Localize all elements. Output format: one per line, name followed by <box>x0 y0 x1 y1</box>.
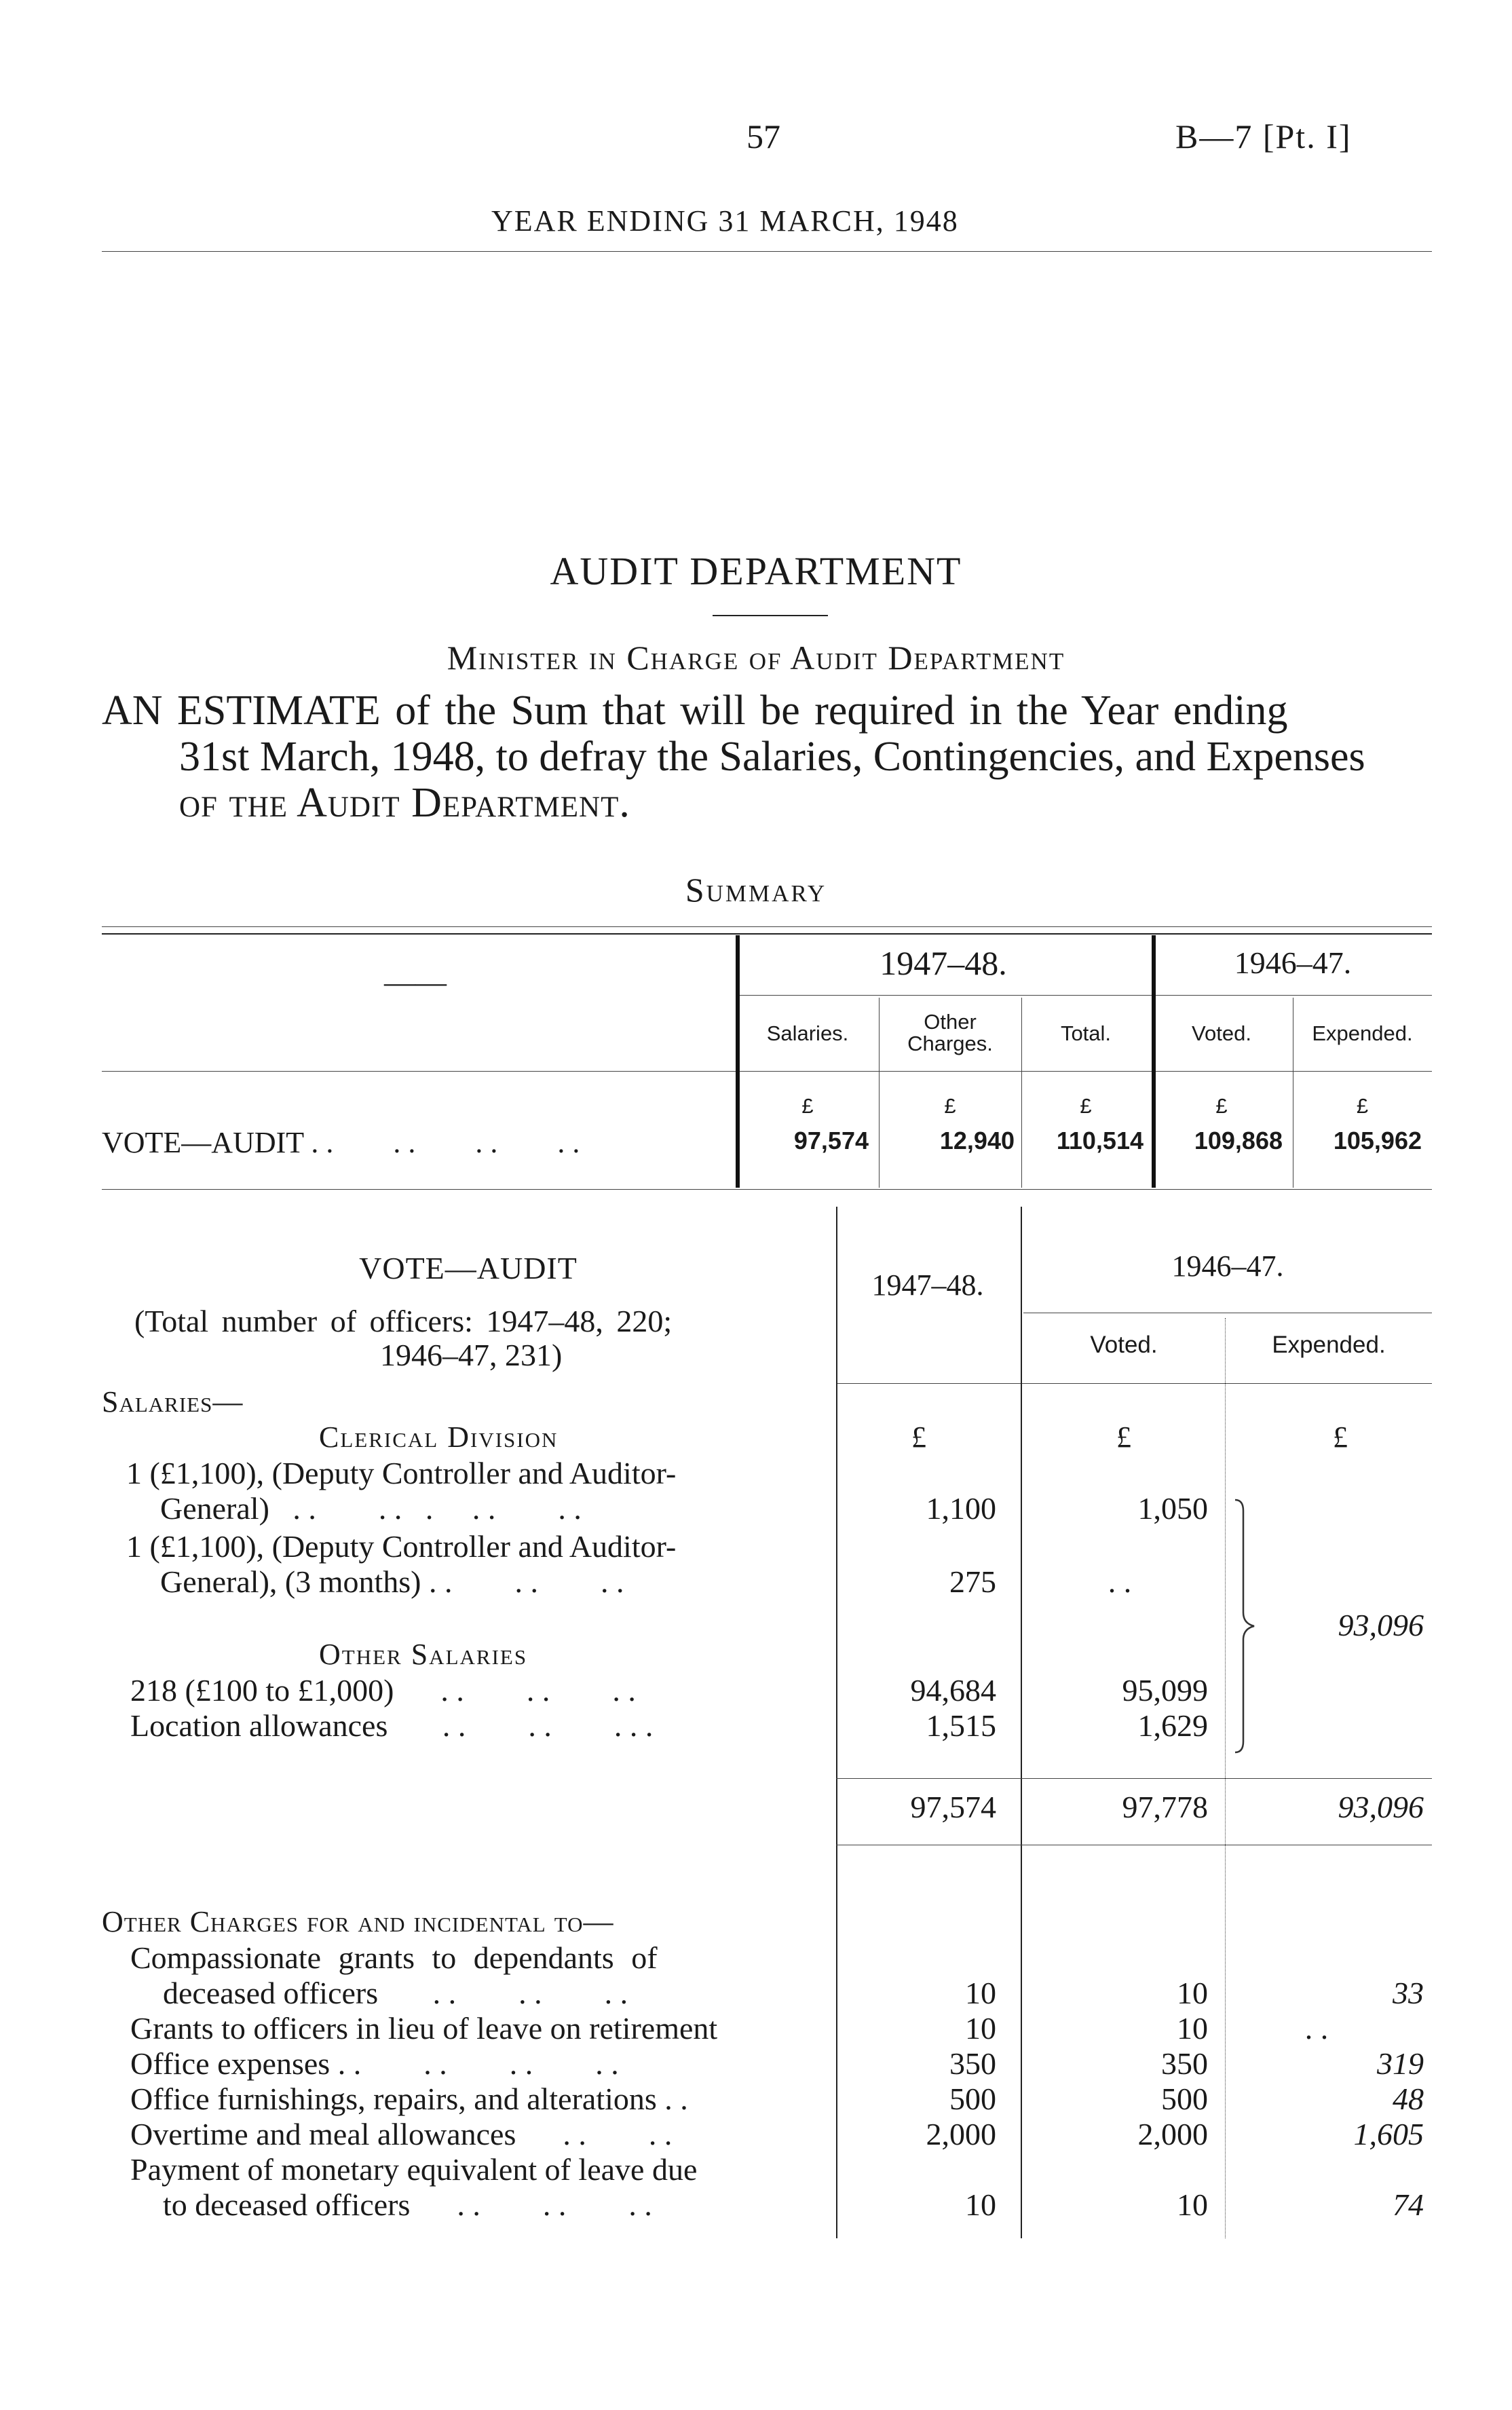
other-row-3-line-1: Office expenses . . . . . . . . <box>130 2046 619 2081</box>
minister-line: Minister in Charge of Audit Department <box>447 639 1065 677</box>
vote-col-voted: Voted. <box>1090 1332 1158 1358</box>
other-row-3-expended: 319 <box>1377 2046 1424 2081</box>
title-divider <box>713 615 828 616</box>
salary-total-expended: 93,096 <box>1338 1790 1424 1824</box>
summary-year-previous: 1946–47. <box>1234 945 1352 980</box>
salary-row-3-current: 94,684 <box>910 1673 996 1708</box>
other-salaries-heading: Other Salaries <box>319 1638 528 1671</box>
vote-currency-2: £ <box>1116 1420 1131 1454</box>
other-row-2-expended: . . <box>1304 2011 1329 2046</box>
summary-col-voted: Voted. <box>1192 1021 1251 1045</box>
other-row-2-current: 10 <box>965 2011 996 2046</box>
salary-total-current: 97,574 <box>910 1790 996 1824</box>
other-row-1-expended: 33 <box>1393 1976 1424 2010</box>
other-row-2-voted: 10 <box>1177 2011 1208 2046</box>
other-row-4-current: 500 <box>949 2082 996 2116</box>
vote-currency-3: £ <box>1333 1420 1348 1454</box>
salary-row-4-current: 1,515 <box>926 1708 996 1743</box>
other-row-6-current: 10 <box>965 2187 996 2222</box>
salary-row-2-current: 275 <box>949 1564 996 1599</box>
vote-col-current: 1947–48. <box>871 1268 984 1302</box>
department-title: AUDIT DEPARTMENT <box>550 549 962 593</box>
estimate-line-3: of the Audit Department. <box>179 780 630 826</box>
summary-divider-1 <box>879 998 880 1188</box>
officers-line-2: 1946–47, 231) <box>380 1338 563 1372</box>
salaries-bracket-expended: 93,096 <box>1338 1608 1424 1642</box>
summary-currency-1: £ <box>801 1094 814 1118</box>
vote-currency-1: £ <box>911 1420 926 1454</box>
estimate-line-2: 31st March, 1948, to defray the Salaries, Contingencies, and Expenses <box>179 734 1365 780</box>
salary-row-2-voted: . . <box>1108 1564 1132 1599</box>
summary-currency-5: £ <box>1356 1094 1369 1118</box>
summary-col-total: Total. <box>1060 1021 1112 1045</box>
summary-row-total: 110,514 <box>1056 1127 1144 1154</box>
other-row-4-line-1: Office furnishings, repairs, and alterations . . <box>130 2082 688 2116</box>
summary-col-other-2: Charges. <box>907 1032 993 1055</box>
clerical-division-heading: Clerical Division <box>319 1420 559 1454</box>
summary-top-rule-2 <box>102 933 1432 935</box>
other-row-1-line-2: deceased officers . . . . . . <box>163 1976 628 2010</box>
other-row-5-voted: 2,000 <box>1137 2117 1208 2151</box>
summary-dash: —— <box>384 964 447 999</box>
summary-col-other-1: Other <box>924 1010 977 1034</box>
salaries-bracket <box>1234 1497 1243 1755</box>
vote-col-expended: Expended. <box>1272 1332 1386 1358</box>
other-row-6-line-2: to deceased officers . . . . . . <box>163 2187 652 2222</box>
other-row-5-expended: 1,605 <box>1353 2117 1424 2151</box>
salaries-heading: Salaries— <box>102 1385 244 1418</box>
summary-year-rule <box>740 995 1432 996</box>
officers-line-1: (Total number of officers: 1947–48, 220; <box>134 1304 673 1338</box>
vote-col-previous: 1946–47. <box>1171 1249 1284 1283</box>
salary-row-1-line-2: General) . . . . . . . . . <box>160 1491 582 1526</box>
salary-row-4-line-1: Location allowances . . . . . . . <box>130 1708 654 1743</box>
salary-row-2-line-1: 1 (£1,100), (Deputy Controller and Auditor- <box>126 1529 677 1564</box>
summary-row-label: VOTE—AUDIT . . . . . . . . <box>102 1126 580 1159</box>
summary-currency-4: £ <box>1215 1094 1228 1118</box>
page-number: 57 <box>746 117 780 155</box>
salary-total-voted: 97,778 <box>1122 1790 1208 1824</box>
summary-col-salaries: Salaries. <box>766 1021 849 1045</box>
other-row-2-line-1: Grants to officers in lieu of leave on retirement <box>130 2011 718 2046</box>
summary-divider-2 <box>1021 998 1022 1188</box>
section-reference: B—7 [Pt. I] <box>1175 117 1352 155</box>
salary-row-1-line-1: 1 (£1,100), (Deputy Controller and Auditor- <box>126 1456 677 1490</box>
summary-row-salaries: 97,574 <box>793 1127 869 1154</box>
summary-row-other: 12,940 <box>939 1127 1015 1154</box>
other-row-6-expended: 74 <box>1393 2187 1424 2222</box>
other-charges-heading: Other Charges for and incidental to— <box>102 1905 614 1938</box>
vote-divider-current <box>1021 1207 1022 2238</box>
vote-heading: VOTE—AUDIT <box>359 1251 578 1285</box>
other-row-3-voted: 350 <box>1161 2046 1208 2081</box>
vote-header-rule <box>836 1383 1432 1384</box>
salary-row-3-voted: 95,099 <box>1122 1673 1208 1708</box>
summary-heading: Summary <box>685 871 827 909</box>
salary-row-4-voted: 1,629 <box>1137 1708 1208 1743</box>
other-row-5-current: 2,000 <box>926 2117 996 2151</box>
other-row-1-line-1: Compassionate grants to dependants of <box>130 1940 658 1975</box>
summary-currency-2: £ <box>944 1094 956 1118</box>
header-rule <box>102 251 1432 252</box>
estimate-line-1: AN ESTIMATE of the Sum that will be required in the Year ending <box>102 688 1288 734</box>
vote-divider-label <box>836 1207 837 2238</box>
salary-row-1-voted: 1,050 <box>1137 1491 1208 1526</box>
salary-row-2-line-2: General), (3 months) . . . . . . <box>160 1564 624 1599</box>
salary-total-rule-top <box>836 1778 1432 1779</box>
other-row-6-voted: 10 <box>1177 2187 1208 2222</box>
other-row-1-voted: 10 <box>1177 1976 1208 2010</box>
summary-header-rule <box>102 1071 1432 1072</box>
other-row-4-voted: 500 <box>1161 2082 1208 2116</box>
summary-col-expended: Expended. <box>1312 1021 1413 1045</box>
summary-top-rule <box>102 926 1432 927</box>
summary-bottom-rule <box>102 1189 1432 1190</box>
summary-currency-3: £ <box>1080 1094 1092 1118</box>
summary-year-current: 1947–48. <box>880 944 1007 982</box>
other-row-4-expended: 48 <box>1393 2082 1424 2116</box>
summary-row-expended: 105,962 <box>1333 1127 1422 1154</box>
other-row-1-current: 10 <box>965 1976 996 2010</box>
salary-row-3-line-1: 218 (£100 to £1,000) . . . . . . <box>130 1673 636 1708</box>
other-row-3-current: 350 <box>949 2046 996 2081</box>
summary-row-voted: 109,868 <box>1194 1127 1283 1154</box>
running-title: YEAR ENDING 31 MARCH, 1948 <box>491 204 959 238</box>
other-row-5-line-1: Overtime and meal allowances . . . . <box>130 2117 673 2151</box>
other-row-6-line-1: Payment of monetary equivalent of leave due <box>130 2152 698 2187</box>
salary-row-1-current: 1,100 <box>926 1491 996 1526</box>
